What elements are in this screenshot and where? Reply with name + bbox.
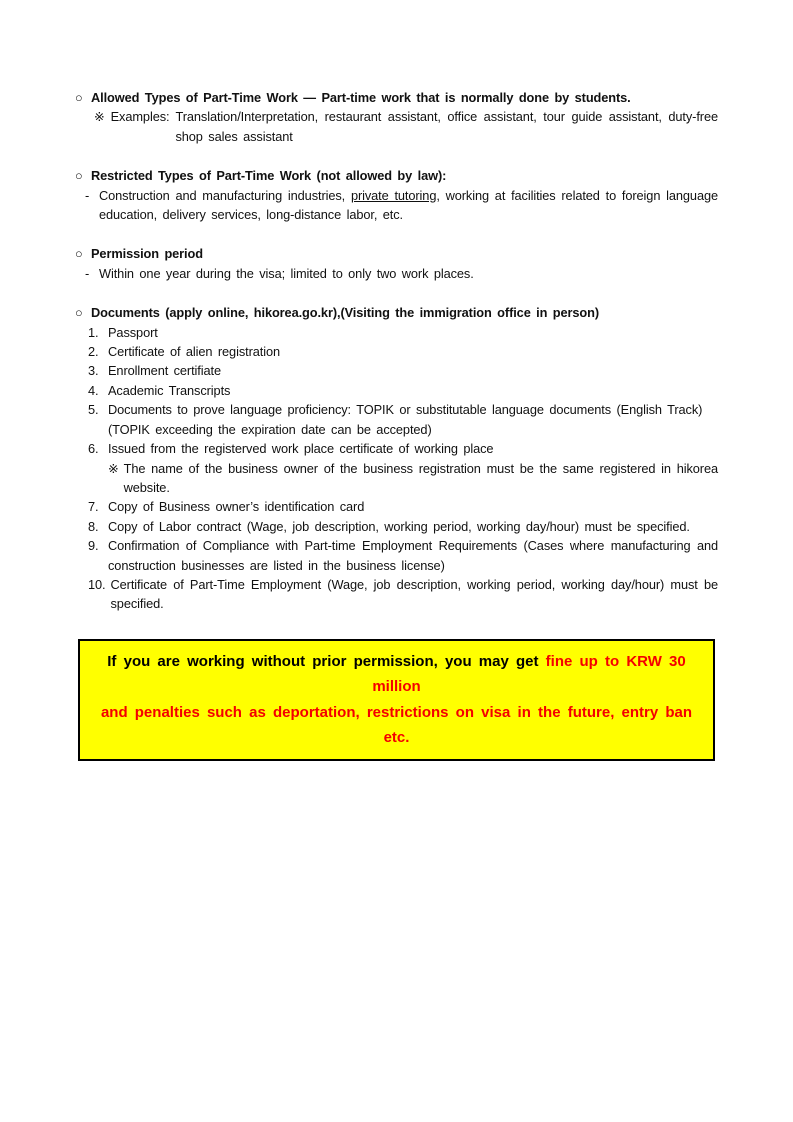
item-number: 7. <box>88 499 99 515</box>
circle-bullet-icon: ○ <box>75 246 83 262</box>
permission-period-detail: Within one year during the visa; limited to only two work places. <box>99 265 474 281</box>
list-item-part-time-employment-certificate <box>88 575 718 614</box>
section-permission-period <box>75 244 718 283</box>
item-number: 3. <box>88 363 99 379</box>
item-number: 8. <box>88 518 99 534</box>
list-item-compliance-confirmation <box>88 536 718 575</box>
item-text-continued: (TOPIK exceeding the expiration date can be accepted) <box>108 421 432 437</box>
list-item-academic-transcripts <box>88 381 718 400</box>
reference-mark-icon: ※ <box>94 109 105 125</box>
circle-bullet-icon: ○ <box>75 305 83 321</box>
item-number: 10. <box>88 576 106 592</box>
item-text: Certificate of Part-Time Employment (Wage, job description, working period, working day/hour) must be specified. <box>110 576 718 612</box>
examples-label: Examples: <box>110 109 170 125</box>
item-text: Documents to prove language proficiency: TOPIK or substitutable language documents (English Track) <box>108 402 703 418</box>
allowed-work-heading: Allowed Types of Part-Time Work — Part-time work that is normally done by students. <box>91 90 631 105</box>
item-text: Confirmation of Compliance with Part-time Employment Requirements (Cases where manufacturing and construction businesses are listed in the business license) <box>108 538 718 573</box>
list-item-labor-contract <box>88 517 718 536</box>
section-documents <box>75 303 718 614</box>
item-text: Academic Transcripts <box>108 382 231 398</box>
item-number: 6. <box>88 441 99 457</box>
circle-bullet-icon: ○ <box>75 168 83 184</box>
reference-mark-icon: ※ <box>108 460 119 476</box>
item-number: 4. <box>88 382 99 398</box>
item-number: 9. <box>88 538 99 554</box>
list-item-language-proficiency <box>88 400 718 439</box>
warning-line-2: and penalties such as deportation, restrictions on visa in the future, entry ban etc. <box>100 703 693 747</box>
item-number: 5. <box>88 402 99 418</box>
list-item-passport <box>88 323 718 342</box>
restricted-work-detail: Construction and manufacturing industries, private tutoring, working at facilities related to foreign language education, delivery services, long-distance labor, etc. <box>99 187 719 223</box>
allowed-work-examples: Translation/Interpretation, restaurant assistant, office assistant, tour guide assistant, duty-free shop sales assistant <box>175 109 718 144</box>
circle-bullet-icon: ○ <box>75 90 83 105</box>
item-text: Enrollment certifiate <box>108 363 221 379</box>
dash-bullet: - <box>85 265 90 281</box>
item-text: Certificate of alien registration <box>108 344 280 360</box>
item-note-text: The name of the business owner of the business registration must be the same registered in hikorea website. <box>123 460 718 495</box>
item-text: Issued from the registerved work place certificate of working place <box>108 441 494 457</box>
restricted-work-heading: Restricted Types of Part-Time Work (not allowed by law): <box>91 168 447 184</box>
item-number: 2. <box>88 344 99 360</box>
item-text: Copy of Labor contract (Wage, job description, working period, working day/hour) must be specified. <box>108 518 690 534</box>
section-restricted-work <box>75 166 718 224</box>
dash-bullet: - <box>85 187 90 203</box>
warning-line-1: If you are working without prior permission, you may get fine up to KRW 30 million <box>107 652 686 696</box>
permission-period-heading: Permission period <box>91 246 203 262</box>
item-number: 1. <box>88 324 99 340</box>
documents-heading: Documents (apply online, hikorea.go.kr),(Visiting the immigration office in person) <box>91 305 600 321</box>
list-item-owner-id-card <box>88 497 718 516</box>
item-text: Copy of Business owner’s identification card <box>108 499 365 515</box>
list-item-workplace-certificate <box>88 439 718 497</box>
list-item-enrollment-certificate <box>88 361 718 380</box>
warning-box <box>78 639 715 761</box>
list-item-alien-registration <box>88 342 718 361</box>
section-allowed-work <box>75 88 718 146</box>
documents-list <box>75 323 718 614</box>
item-text: Passport <box>108 324 158 340</box>
